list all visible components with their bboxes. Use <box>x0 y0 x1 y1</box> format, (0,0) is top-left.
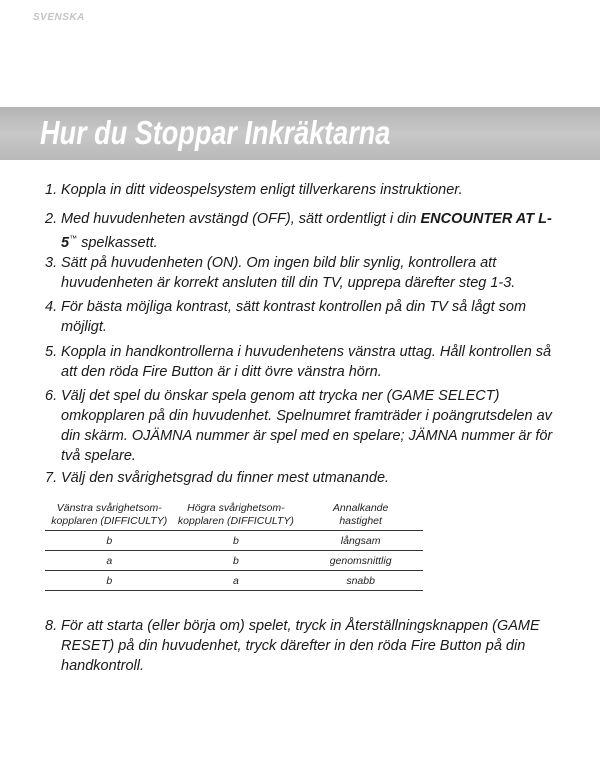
step-1 <box>45 180 565 200</box>
table-cell: b <box>45 531 174 551</box>
column-header-speed: Annalkande hastighet <box>298 502 423 531</box>
step-8 <box>45 616 565 676</box>
step-text-part: Med huvudenheten avstängd (OFF), sätt ordentligt i din <box>61 211 421 227</box>
step-number: 5. <box>45 344 58 360</box>
step-text <box>61 209 565 253</box>
title-banner <box>0 107 600 160</box>
table-cell: långsam <box>298 531 423 551</box>
step-2 <box>45 209 565 253</box>
step-number: 4. <box>45 299 58 315</box>
step-number: 7. <box>45 470 58 486</box>
step-3 <box>45 253 565 293</box>
table-cell: a <box>45 551 174 571</box>
step-text: För bästa möjliga kontrast, sätt kontrast kontrollen på din TV så lågt som möjligt. <box>61 299 527 335</box>
table-header-row <box>45 502 423 531</box>
step-number: 1. <box>45 182 58 198</box>
step-text: Välj det spel du önskar spela genom att trycka ner (GAME SELECT) omkopplaren på din huvudenhet. Spelnumret framträder i poängrutsdelen av din skärm. OJÄMNA nummer är spel med en spelare; JÄMNA nummer är för två spelare. <box>61 388 553 464</box>
table-row <box>45 551 423 571</box>
step-number: 6. <box>45 388 58 404</box>
step-text: Sätt på huvudenheten (ON). Om ingen bild blir synlig, kontrollera att huvudenheten är korrekt ansluten till din TV, upprepa därefter steg 1-3. <box>61 255 516 291</box>
step-text: Koppla in ditt videospelsystem enligt tillverkarens instruktioner. <box>61 182 463 198</box>
table-cell: b <box>174 551 299 571</box>
language-label: SVENSKA <box>33 12 85 23</box>
table-cell: a <box>174 571 299 591</box>
game-title: ENCOUNTER AT L-5 <box>61 211 552 251</box>
trademark-symbol: ™ <box>69 234 78 243</box>
table-row <box>45 531 423 551</box>
step-text: Välj den svårighetsgrad du finner mest utmanande. <box>61 470 390 486</box>
table-row <box>45 571 423 591</box>
difficulty-table <box>45 502 423 591</box>
step-7 <box>45 468 565 488</box>
table-cell: b <box>45 571 174 591</box>
step-text-part: spelkassett. <box>77 234 158 251</box>
table-cell: b <box>174 531 299 551</box>
step-text: Koppla in handkontrollerna i huvudenhetens vänstra uttag. Håll kontrollen så att den röda Fire Button är i ditt övre vänstra hörn. <box>61 344 552 380</box>
column-header-left: Vänstra svårighetsom- kopplaren (DIFFICULTY) <box>45 502 174 531</box>
page-title: Hur du Stoppar Inkräktarna <box>40 114 391 151</box>
step-number: 2. <box>45 211 58 227</box>
column-header-right: Högra svårighetsom- kopplaren (DIFFICULTY) <box>174 502 299 531</box>
step-text: För att starta (eller börja om) spelet, tryck in Återställningsknappen (GAME RESET) på din huvudenhet, tryck därefter in den röda Fire Button på din handkontroll. <box>61 618 540 674</box>
step-number: 8. <box>45 618 58 634</box>
step-5 <box>45 342 565 382</box>
step-6 <box>45 386 565 466</box>
table-cell: genomsnittlig <box>298 551 423 571</box>
step-number: 3. <box>45 255 58 271</box>
table-cell: snabb <box>298 571 423 591</box>
step-4 <box>45 297 565 337</box>
